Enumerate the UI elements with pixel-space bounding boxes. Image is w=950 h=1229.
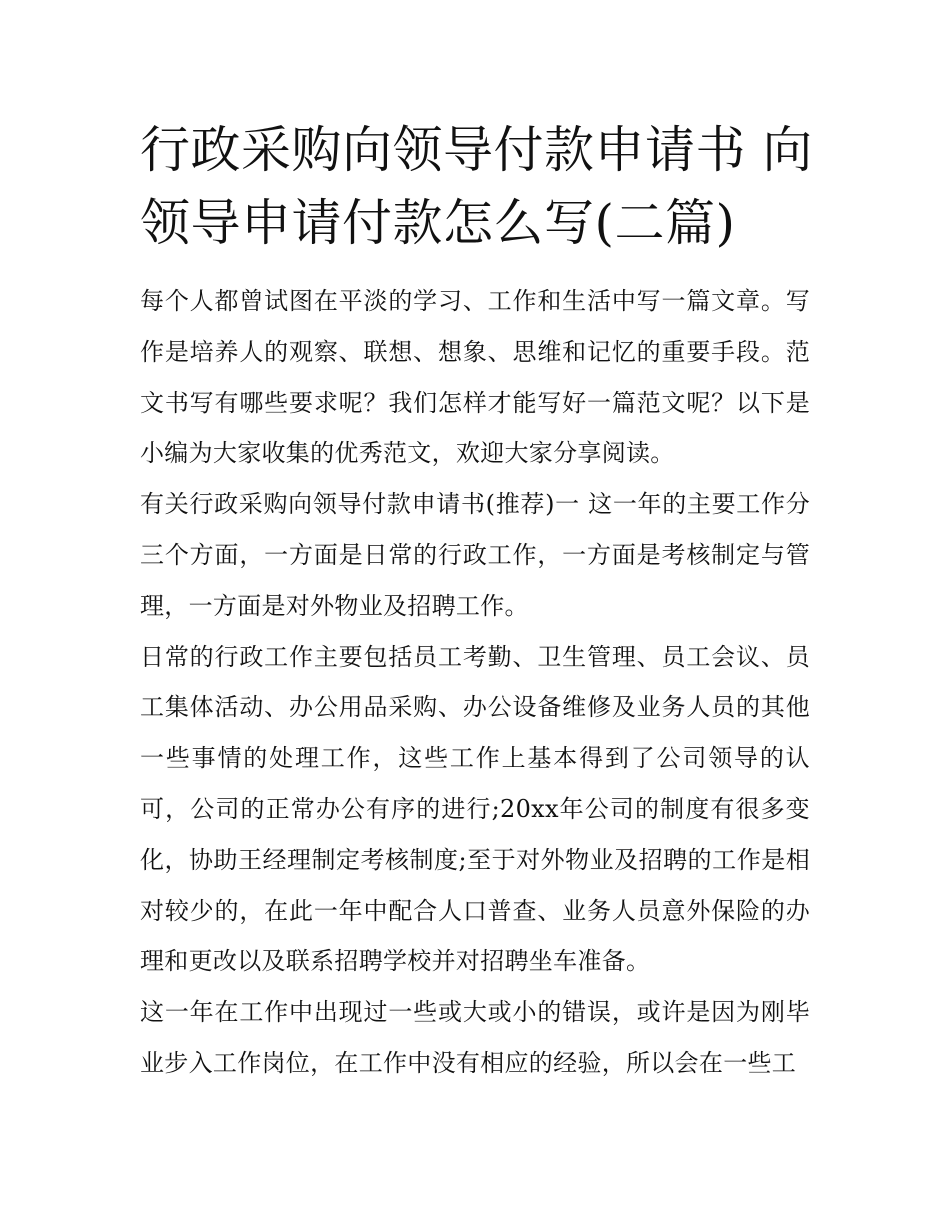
paragraph-intro: 每个人都曾试图在平淡的学习、工作和生活中写一篇文章。写作是培养人的观察、联想、想象、思维和记忆的重要手段。范文书写有哪些要求呢？我们怎样才能写好一篇范文呢？以下是小编为大家收集的优秀范文，欢迎大家分享阅读。 (140, 287, 810, 468)
document-body (140, 276, 810, 1089)
paragraph-mistakes: 这一年在工作中出现过一些或大或小的错误，或许是因为刚毕业步入工作岗位，在工作中没有相应的经验，所以会在一些工 (140, 998, 810, 1077)
paragraph-overview: 有关行政采购向领导付款申请书(推荐)一 这一年的主要工作分三个方面，一方面是日常的行政工作，一方面是考核制定与管理，一方面是对外物业及招聘工作。 (140, 490, 810, 620)
paragraph-daily-work: 日常的行政工作主要包括员工考勤、卫生管理、员工会议、员工集体活动、办公用品采购、办公设备维修及业务人员的其他一些事情的处理工作，这些工作上基本得到了公司领导的认可，公司的正常办公有序的进行;20xx年公司的制度有很多变化，协助王经理制定考核制度;至于对外物业及招聘的工作是相对较少的，在此一年中配合人口普查、业务人员意外保险的办理和更改以及联系招聘学校并对招聘坐车准备。 (140, 642, 810, 976)
document-title: 行政采购向领导付款申请书 向领导申请付款怎么写(二篇) (140, 121, 813, 252)
